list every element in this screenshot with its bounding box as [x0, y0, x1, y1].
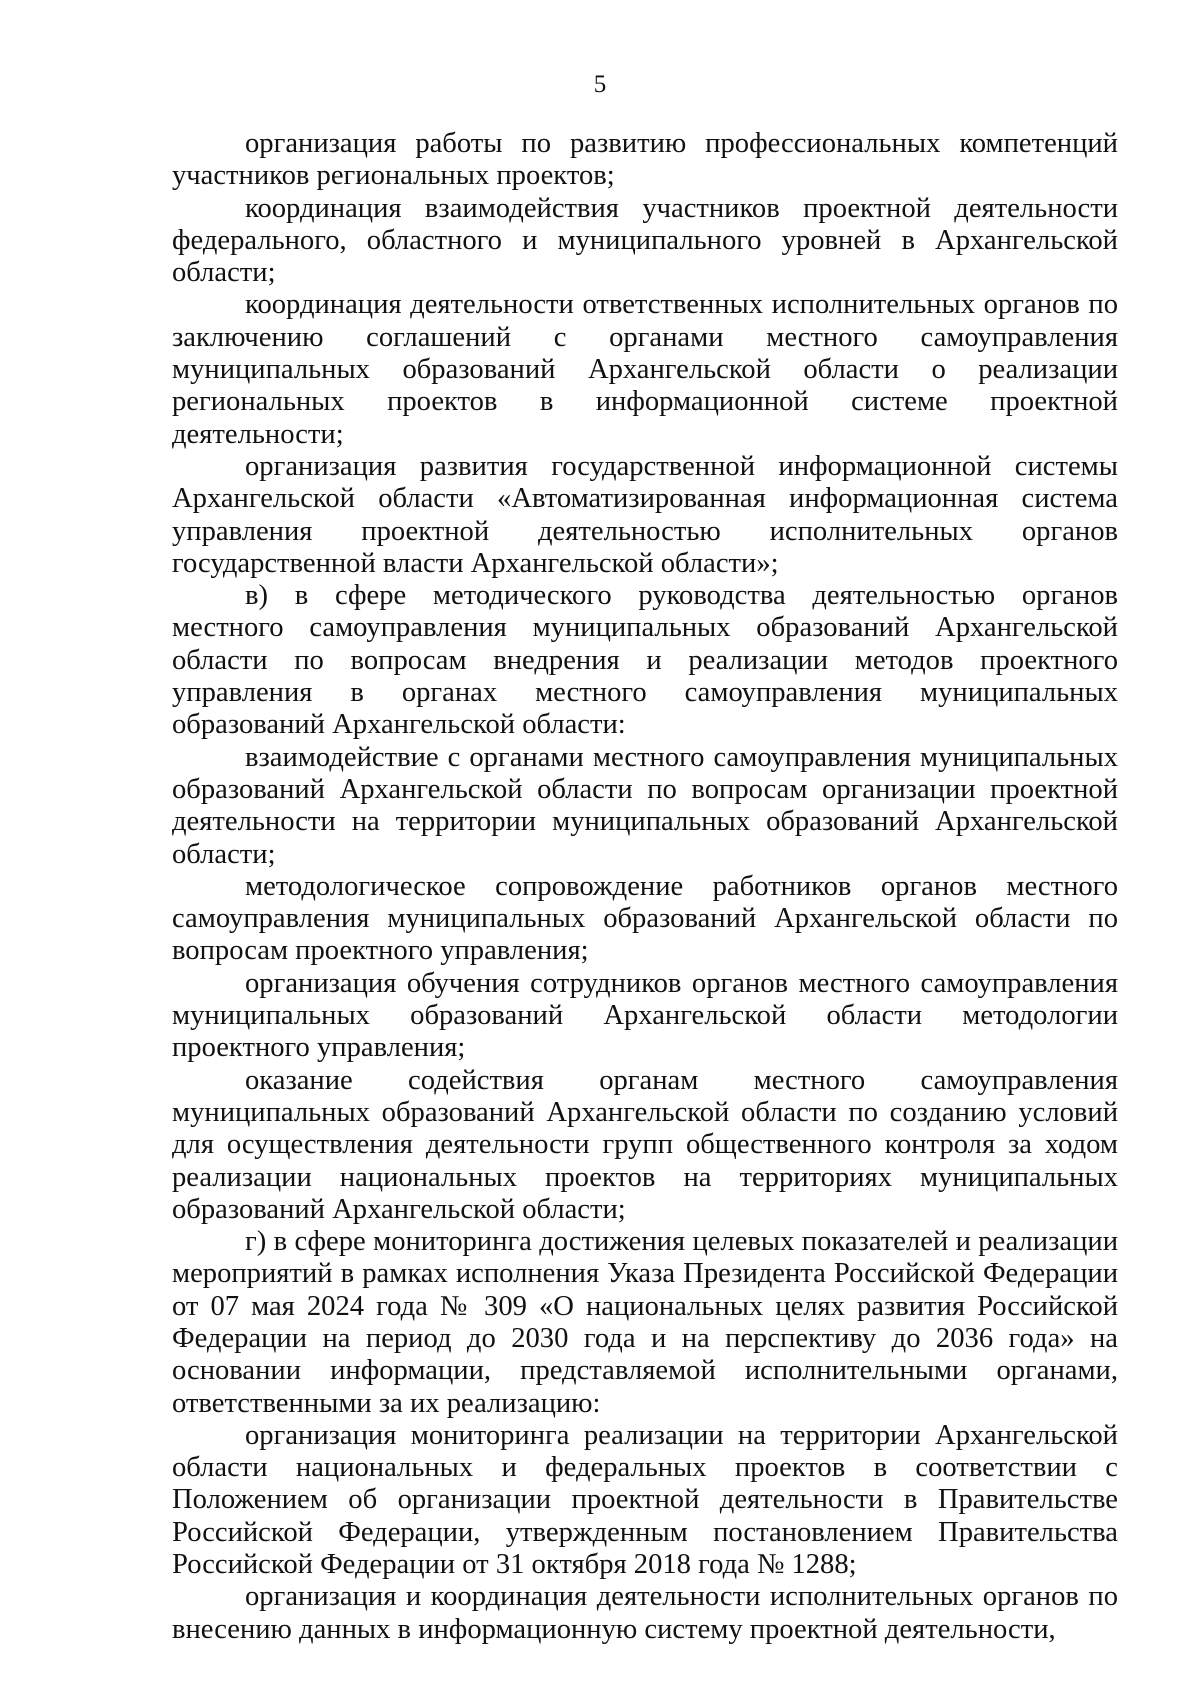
paragraph: координация взаимодействия участников проектной деятельности федерального, областного и муниципального уровней в Архангельской области;: [172, 192, 1118, 289]
paragraph: организация развития государственной информационной системы Архангельской области «Автоматизированная информационная система управления проектной деятельностью исполнительных органов государственной власти Архангельской области»;: [172, 450, 1118, 579]
paragraph: взаимодействие с органами местного самоуправления муниципальных образований Архангельской области по вопросам организации проектной деятельности на территории муниципальных образований Архангельской области;: [172, 741, 1118, 870]
paragraph: методологическое сопровождение работников органов местного самоуправления муниципальных образований Архангельской области по вопросам проектного управления;: [172, 870, 1118, 967]
document-body: [172, 128, 1118, 1646]
paragraph: координация деятельности ответственных исполнительных органов по заключению соглашений с органами местного самоуправления муниципальных образований Архангельской области о реализации региональных проектов в информационной системе проектной деятельности;: [172, 289, 1118, 450]
paragraph: г) в сфере мониторинга достижения целевых показателей и реализации мероприятий в рамках исполнения Указа Президента Российской Федерации от 07 мая 2024 года № 309 «О национальных целях развития Российской Федерации на период до 2030 года и на перспективу до 2036 года» на основании информации, представляемой исполнительными органами, ответственными за их реализацию:: [172, 1226, 1118, 1419]
paragraph: организация мониторинга реализации на территории Архангельской области национальных и федеральных проектов в соответствии с Положением об организации проектной деятельности в Правительстве Российской Федерации, утвержденным постановлением Правительства Российской Федерации от 31 октября 2018 года № 1288;: [172, 1419, 1118, 1581]
paragraph: организация и координация деятельности исполнительных органов по внесению данных в информационную систему проектной деятельности,: [172, 1581, 1118, 1645]
paragraph: организация работы по развитию профессиональных компетенций участников региональных проектов;: [172, 128, 1118, 192]
paragraph: в) в сфере методического руководства деятельностью органов местного самоуправления муниципальных образований Архангельской области по вопросам внедрения и реализации методов проектного управления в органах местного самоуправления муниципальных образований Архангельской области:: [172, 580, 1118, 741]
page-number: 5: [593, 71, 607, 98]
paragraph: организация обучения сотрудников органов местного самоуправления муниципальных образований Архангельской области методологии проектного управления;: [172, 967, 1118, 1064]
paragraph: оказание содействия органам местного самоуправления муниципальных образований Архангельской области по созданию условий для осуществления деятельности групп общественного контроля за ходом реализации национальных проектов на территориях муниципальных образований Архангельской области;: [172, 1064, 1118, 1225]
